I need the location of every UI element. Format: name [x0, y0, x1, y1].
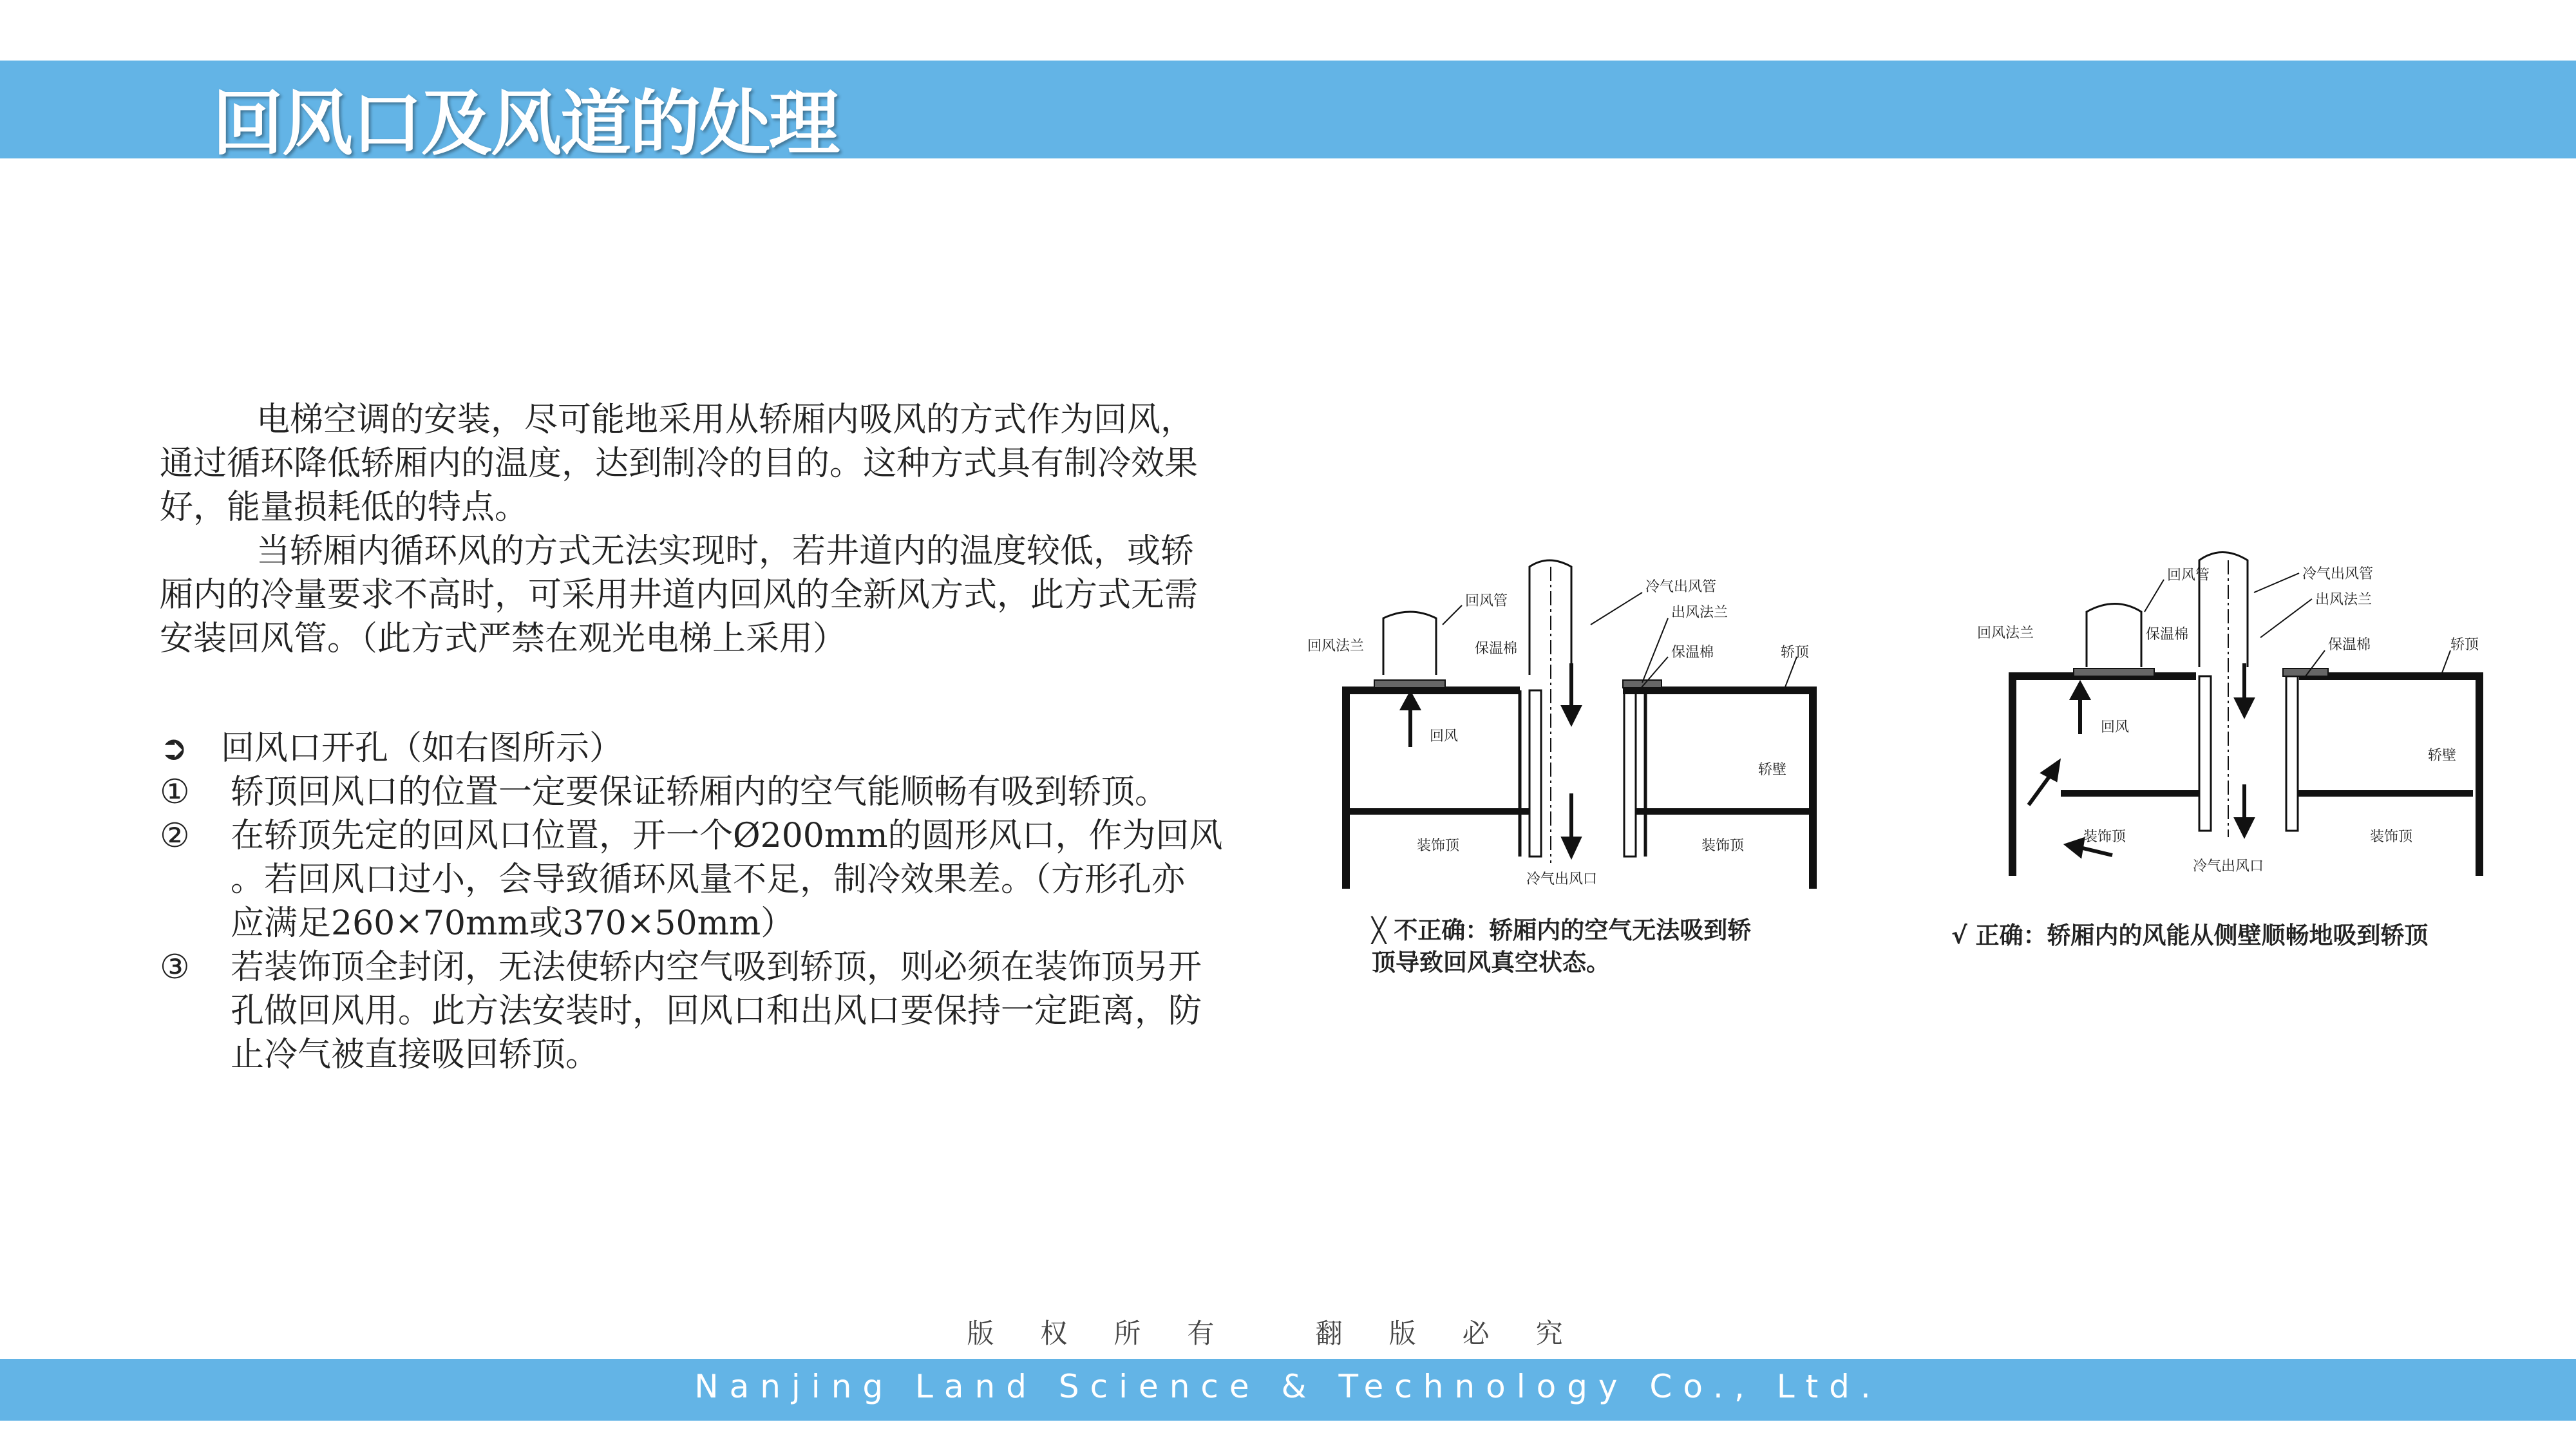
caption-correct: √ 正确：轿厢内的风能从侧壁顺畅地吸到轿顶 — [1951, 922, 2429, 949]
label-cold-out-pipe: 冷气出风管 — [1645, 579, 1717, 595]
label-return-flange: 回风法兰 — [1977, 625, 2034, 641]
down-arrow-head — [2237, 699, 2252, 715]
intro-p1-line: 好，能量损耗低的特点。 — [160, 488, 529, 527]
list-marker: ① — [160, 773, 190, 811]
list-item-line: 应满足260×70mm或370×50mm） — [231, 904, 795, 943]
list-item — [160, 945, 1293, 1077]
leader-line — [2254, 573, 2299, 592]
section-return-opening — [160, 726, 1293, 1077]
label-insulation: 保温棉 — [2146, 627, 2189, 643]
leader-line — [1642, 618, 1668, 683]
leader-line — [1443, 605, 1462, 625]
label-insulation: 保温棉 — [1671, 645, 1714, 661]
outlet-arrow-head — [1564, 838, 1579, 855]
label-deco-top: 装饰顶 — [2370, 829, 2413, 845]
caption-line: 顶导致回风真空状态。 — [1372, 949, 1610, 976]
label-car-top: 轿顶 — [2450, 637, 2479, 653]
list-marker: ② — [160, 817, 190, 855]
return-flange — [2074, 668, 2154, 676]
car-top-outline — [2012, 676, 2196, 876]
caption-text: 不正确：轿厢内的空气无法吸到轿 — [1394, 916, 1752, 944]
bottom-inflow-arrow-head — [2067, 840, 2083, 855]
label-out-flange: 出风法兰 — [1671, 605, 1728, 621]
side-inflow-arrow-head — [2043, 762, 2058, 779]
label-out-flange: 出风法兰 — [2315, 592, 2372, 608]
intro-p2-line: 当轿厢内循环风的方式无法实现时，若井道内的温度较低，或轿 — [256, 532, 1195, 571]
intro-p1-line: 通过循环降低轿厢内的温度，达到制冷的目的。这种方式具有制冷效果 — [160, 444, 1198, 483]
arrow-bullet-icon: ➲ — [160, 729, 188, 768]
out-flange — [2283, 668, 2328, 676]
return-arrow-head — [1403, 694, 1418, 708]
label-cold-out-pipe: 冷气出风管 — [2302, 566, 2374, 582]
side-inflow-arrow — [2029, 774, 2051, 805]
bottom-inflow-arrow — [2080, 848, 2112, 855]
caption-line — [1372, 914, 1751, 947]
diagram-incorrect — [1307, 554, 1842, 914]
return-flange — [1374, 680, 1445, 688]
car-top-outline-right — [1623, 690, 1813, 889]
label-deco-top: 装饰顶 — [1701, 838, 1745, 854]
label-car-wall: 轿壁 — [2428, 748, 2457, 764]
car-top-outline-right — [2299, 676, 2479, 876]
cross-mark-icon: ╳ — [1372, 916, 1387, 944]
insulation-column — [2199, 676, 2211, 831]
page-title: 回风口及风道的处理 — [213, 82, 838, 165]
list-item-line: 止冷气被直接吸回轿顶。 — [231, 1036, 600, 1074]
down-arrow-head — [1564, 707, 1579, 723]
rights-notice: 版权所有 翻版必究 — [967, 1318, 1609, 1349]
label-return-pipe: 回风管 — [2167, 567, 2210, 583]
label-car-wall: 轿壁 — [1758, 762, 1787, 778]
intro-p2-line: 安装回风管。（此方式严禁在观光电梯上采用） — [160, 620, 847, 658]
leader-line — [2145, 580, 2164, 612]
label-insulation: 保温棉 — [1475, 641, 1518, 657]
return-pipe — [1383, 612, 1436, 675]
leader-line — [2260, 599, 2312, 638]
label-return-pipe: 回风管 — [1465, 593, 1508, 609]
leader-line — [1784, 657, 1797, 690]
insulation-column — [2286, 676, 2298, 831]
list-item-line: 若装饰顶全封闭，无法使轿内空气吸到轿顶，则必须在装饰顶另开 — [231, 948, 1202, 987]
car-top-outline — [1346, 690, 1520, 889]
label-deco-top: 装饰顶 — [1417, 838, 1460, 854]
intro-paragraph-1 — [160, 398, 1287, 529]
label-return-flange: 回风法兰 — [1307, 638, 1365, 654]
list-item — [160, 770, 1293, 814]
intro-paragraph-2 — [160, 529, 1287, 661]
leader-line — [1591, 592, 1642, 625]
label-return-air: 回风 — [2101, 719, 2130, 735]
return-pipe — [2087, 604, 2141, 668]
insulation-column — [1624, 690, 1636, 857]
label-insulation: 保温棉 — [2328, 637, 2371, 653]
intro-p1-line: 电梯空调的安装，尽可能地采用从轿厢内吸风的方式作为回风， — [256, 401, 1195, 439]
label-cold-outlet: 冷气出风口 — [1526, 871, 1598, 887]
return-arrow-head — [2072, 684, 2088, 698]
list-marker: ③ — [160, 948, 190, 987]
list-item-line: 轿顶回风口的位置一定要保证轿厢内的空气能顺畅有吸到轿顶。 — [231, 773, 1169, 811]
list-item — [160, 814, 1293, 945]
company-name: Nanjing Land Science & Technology Co., Ltd. — [694, 1368, 1882, 1405]
section-heading — [160, 726, 1293, 770]
list-item-line: 。若回风口过小，会导致循环风量不足，制冷效果差。（方形孔亦 — [231, 860, 1186, 899]
label-return-air: 回风 — [1430, 728, 1459, 744]
section-heading-text: 回风口开孔（如右图所示） — [221, 729, 623, 768]
list-item-line: 在轿顶先定的回风口位置，开一个Ø200mm的圆形风口，作为回风 — [231, 817, 1223, 855]
label-cold-outlet: 冷气出风口 — [2193, 858, 2264, 875]
caption-incorrect — [1372, 914, 1751, 979]
intro-p2-line: 厢内的冷量要求不高时，可采用井道内回风的全新风方式，此方式无需 — [160, 576, 1198, 614]
list-item-line: 孔做回风用。此方法安装时，回风口和出风口要保持一定距离，防 — [231, 992, 1202, 1030]
label-deco-top: 装饰顶 — [2083, 829, 2126, 845]
diagram-correct — [1977, 541, 2518, 902]
insulation-column — [1530, 690, 1541, 857]
label-car-top: 轿顶 — [1781, 645, 1810, 661]
outlet-arrow-head — [2237, 819, 2252, 835]
